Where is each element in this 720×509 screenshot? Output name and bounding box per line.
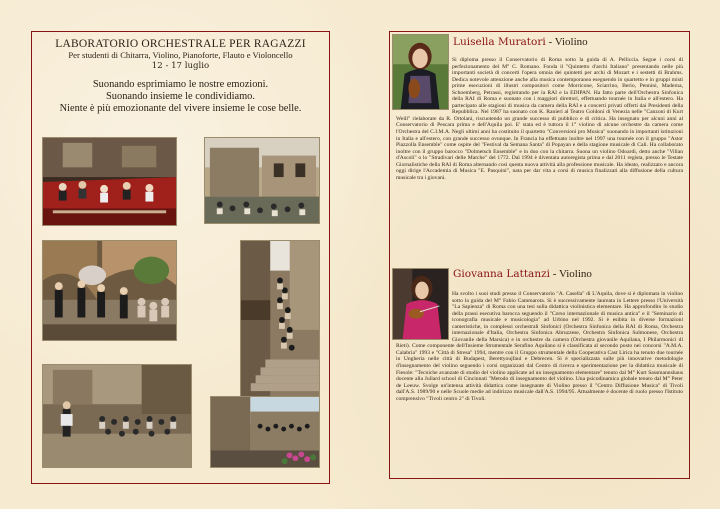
musician-role: Violino — [558, 268, 592, 280]
photo-street-performance — [42, 364, 192, 468]
motto — [32, 79, 329, 115]
course-dates: 12 - 17 luglio — [151, 61, 210, 71]
bio-text: Si diploma presso il Conservatorio di Roma sotto la guida di A. Pelliccia. Segue i corsi di perfezionamento del M° C. Romano. Fonda il "Quintetto d'archi Italiano" presentando nelle più importanti società di concerti l'opera omnia dei quintetti per archi di Mozart e i sestetti di Brahms. Dedica notevole attenzione anche alla musica contemporanea eseguendo in quartetto e in gruppi misti prime esecuzioni di illustri compositori come Morricone, Sciarrino, Berio, Pennini, Maderna, Schoemberg, Petrassi, registrando per la RAI e la EDIPAN. Ha fatto parte dell'Orchestra Sinfonica della RAI di Roma e suonato con i maggiori direttori, effettuando tournée in Italia e all'estero. Ha partecipato alle stagioni di musica da camera della RAI e a concerti privati offerti dai Presidenti della Repubblica. Nel 1987 ha suonato con K. Ranieri al Teatro Goldoni di Venezia nelle "Canzoni di Kurt Weill" rielaborate da R. Ortolani, riscuotendo un grande successo di pubblico e di critica. Ha insegnato per alcuni anni al Conservatorio di Pescara prima e dell'Aquila poi. E' stata ed è tuttora il 1° violino di alcune orchestre da camera come l'Orchestra del C.I.M.A. Negli ultimi anni ha costituito il quartetto "Conversioni pro Musica" suonando in importanti istituzioni in Italia e all'estero, con grande successo ovunque. In Francia ha effettuato inoltre nel 1997 una tournée con il gruppo "Astor Piazzolla Ensemble" come ospite del "Festival da Semana Santa" di Popayan e della stagione musicale di Cali. Ha collaborato inoltre con il gruppo barocco "Dolmetsch Ensemble" e in duo con la chitarra. Suona un violino Odoardi, detto anche "Villan d'Ascoli" o lo "Stradivari delle Marche" del 1772. Dal 1994 è diventata autoregista prima e dal 2011 regista, presso le Testate Giornalistiche della RAI di Roma alternando così questa nuova attività alla professione musicale. Ha ideato, realizzato e ancora oggi dirige l'Accademia di Musica "E. Pasquini", nata per dar vita a corsi di musica finalizzati alla diffusione della cultura musicale tra i giovani. — [396, 57, 683, 181]
musician-bio — [396, 57, 683, 266]
portrait-spacer — [396, 291, 452, 341]
photo-staircase-choir — [240, 240, 320, 400]
photo-stone-wall-choir — [210, 396, 320, 468]
musician-name: Luisella Muratori — [453, 36, 546, 48]
bio-text: Ha svolto i suoi studi presso il Conservatorio "A. Casella" di L'Aquila, dove si è diplomata in violino sotto la guida del M° Fabio Cammarota. Si è successivamente laureata in Lettere presso l'Università "La Sapienza" di Roma con una tesi sulla didattica violinistica elementare. Ha approfondito lo studio della prassi esecutiva barocca seguendo il "Corso internazionale di musica antica" e il "Seminario di iconografia musicale e musicologia" ad Urbino nel 1992. Si è esibita in diverse formazioni cameristiche, in complessi orchestrali Sinfonici (Orchestra Sinfonica della RAI di Roma, Orchestra internazionale d'Italia, Orchestra Sinfonica Abruzzese, Orchestra Sinfonica Sulmonese, Orchestra Giovanile della Marsica) e in orchestre da camera (Orchestra giovanile Aquilana, I Philarmonici di Rieti). Come componente dell'Insieme Strumentale Serafino Aquilano si è classificata al secondo posto nei concorsi "A.M.A. Calabria" 1993 e "Città di Stresa" 1994, mentre con il Gruppo strumentale della Cooperativa Cast Lirica ha tenuto due tournée in Ungheria nelle città di Budapest, Berettyoujfaul e Debrecen. Si è specializzata sulle più innovative metodologie d'insegnamento del violino seguendo i corsi organizzati dal Centro di ricerca e sperimentazione per la didattica musicale di Fiesole: "Tecniche avanzate di studio del violino applicate ad un insegnamento elementare" tenuto dal M° Kurt Sassmannshaus docente alla Jullard school di Cincinnati "Metodo di insegnamento del violino. Una psicodinamica globale tenuto dal M° Peter de Leeuw. Svolge un'intensa attività didattica come insegnante di Violino presso il "Centro Diffusione Musica" di Tivoli dall'A.S. 1989/90 e nelle Scuole medie ad indirizzo musicale dall'A.S. 1994/95. Attualmente è docente di ruolo presso l'Istituto comprensivo "Tivoli centro 2" di Tivoli. — [396, 291, 683, 402]
musician-heading: Giovanna Lattanzi - Violino — [453, 268, 592, 280]
course-subtitle: Per studenti di Chitarra, Violino, Pianoforte, Flauto e Violoncello — [68, 50, 293, 60]
musicians-panel — [389, 31, 690, 479]
motto-line: Suonando insieme le condividiamo. — [106, 91, 255, 102]
photo-garden-performance — [42, 240, 177, 341]
motto-line: Suonando esprimiamo le nostre emozioni. — [92, 79, 269, 90]
photo-courtyard — [204, 137, 320, 224]
musician-name: Giovanna Lattanzi — [453, 268, 550, 280]
course-panel — [31, 31, 330, 484]
musician-role: Violino — [554, 36, 588, 48]
motto-line: Niente è più emozionante del vivere insieme le cose belle. — [59, 103, 302, 114]
course-title: LABORATORIO ORCHESTRALE PER RAGAZZI — [55, 38, 306, 50]
musician-heading: Luisella Muratori - Violino — [453, 36, 588, 48]
musician-bio — [396, 291, 683, 477]
portrait-spacer — [396, 57, 452, 111]
photo-indoor-orchestra — [42, 137, 177, 226]
